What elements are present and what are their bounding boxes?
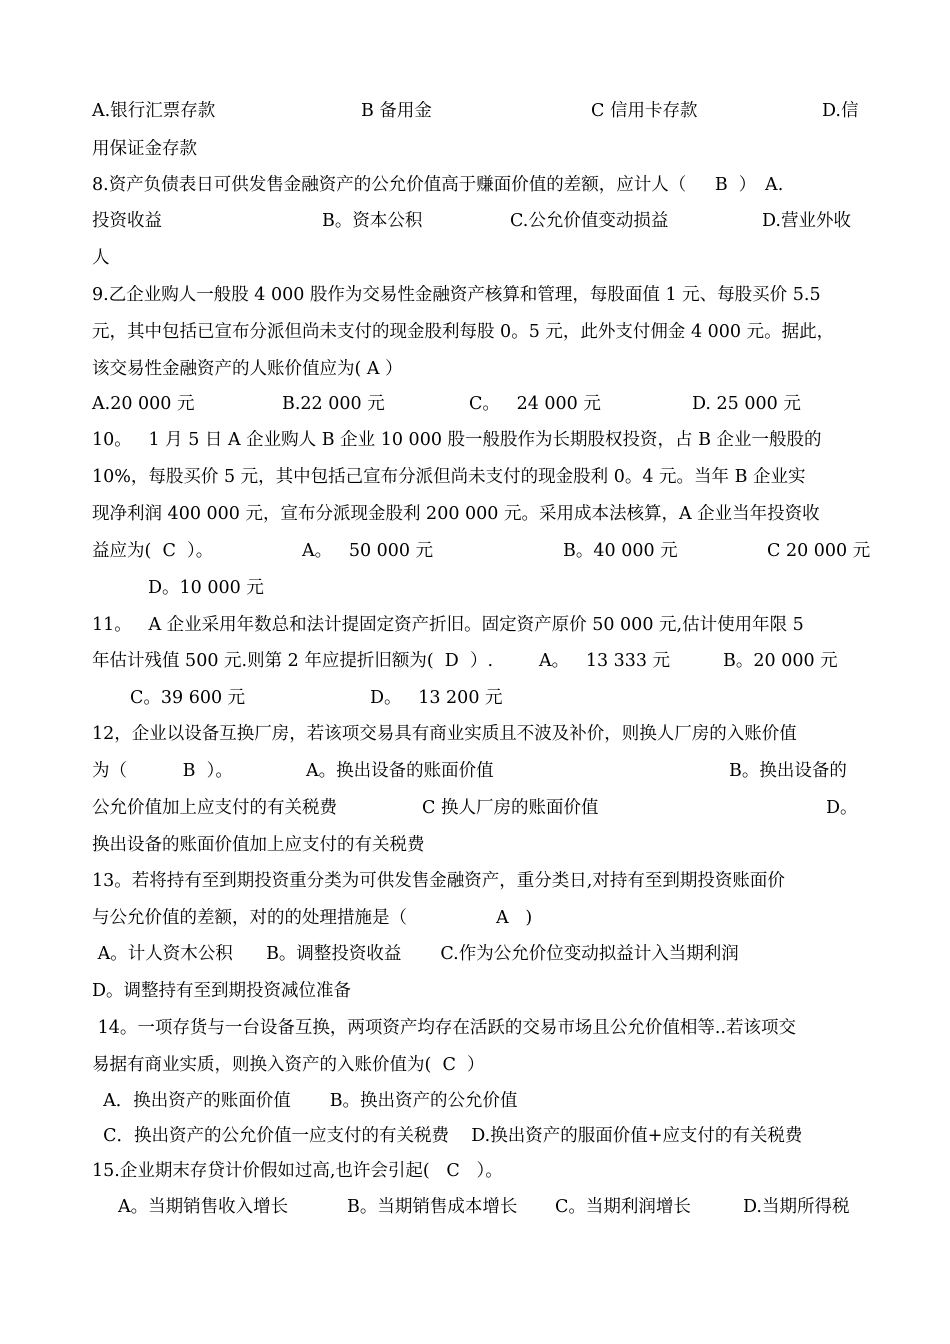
q14-options-row1: A．换出资产的账面价值 B。换出资产的公允价值 xyxy=(92,1091,518,1111)
q12-option-c: C 换人厂房的账面价值 xyxy=(422,798,599,818)
q10-option-d: D。10 000 元 xyxy=(148,578,264,598)
q15-stem: 15.企业期末存贷计价假如过高,也许会引起( C ）。 xyxy=(92,1161,503,1181)
q15-option-b: B。当期销售成本增长 xyxy=(347,1197,518,1217)
q7-option-d: D.信 xyxy=(822,101,859,121)
q9-stem-line2: 元，其中包括已宣布分派但尚未支付的现金股利每股 0。5 元，此外支付佣金 4 000 元。据此， xyxy=(92,322,835,342)
q13-option-d: D。调整持有至到期投资减位准备 xyxy=(92,981,352,1001)
q10-option-c: C 20 000 元 xyxy=(767,541,871,561)
q11-stem-line1: 11。 A 企业采用年数总和法计提固定资产折旧。固定资产原价 50 000 元,估计使用年限 5 xyxy=(92,615,804,635)
q10-stem-line1: 10。 1 月 5 日 A 企业购人 B 企业 10 000 股一般股作为长期股权投资，占 B 企业一般股的 xyxy=(92,430,822,450)
q8-option-d: D.营业外收 xyxy=(762,211,851,231)
q11-option-c: C。39 600 元 xyxy=(130,688,246,708)
q9-stem-line1: 9.乙企业购人一般股 4 000 股作为交易性金融资产核算和管理，每股面值 1 元、每股买价 5.5 xyxy=(92,285,821,305)
q15-option-a: A。当期销售收入增长 xyxy=(118,1197,289,1217)
q8-option-b: B。资本公积 xyxy=(322,211,423,231)
q11-option-d: D。 13 200 元 xyxy=(370,688,503,708)
q11-stem-line2: 年估计残值 500 元.则第 2 年应提折旧额为( D ）. xyxy=(92,651,494,671)
q8-option-a: 投资收益 xyxy=(92,211,162,231)
q8-option-d-continued: 人 xyxy=(92,248,110,268)
q7-option-c: C 信用卡存款 xyxy=(591,101,698,121)
q14-stem-line1: 14。一项存货与一台设备互换，两项资产均存在活跃的交易市场且公允价值相等..若该项交 xyxy=(92,1018,796,1038)
q12-option-d-continued: 换出设备的账面价值加上应支付的有关税费 xyxy=(92,835,425,855)
q7-option-a: A.银行汇票存款 xyxy=(92,101,216,121)
q9-stem-line3: 该交易性金融资产的人账价值应为( A ） xyxy=(92,359,403,379)
q9-option-d: D. 25 000 元 xyxy=(692,394,801,414)
q12-stem-line1: 12，企业以设备互换厂房，若该项交易具有商业实质且不波及补价，则换人厂房的入账价值 xyxy=(92,724,797,744)
q8-option-c: C.公允价值变动损益 xyxy=(510,211,669,231)
q10-stem-line2: 10%，每股买价 5 元，其中包括己宣布分派但尚未支付的现金股利 0。4 元。当年 B 企业实 xyxy=(92,467,806,487)
q14-options-row2: C．换出资产的公允价值一应支付的有关税费 D.换出资产的服面价值+应支付的有关税费 xyxy=(92,1126,803,1146)
q13-stem-line1: 13。若将持有至到期投资重分类为可供发售金融资产，重分类日,对持有至到期投资账面价 xyxy=(92,871,785,891)
q9-option-b: B.22 000 元 xyxy=(282,394,385,414)
q9-option-a: A.20 000 元 xyxy=(92,394,195,414)
q9-option-c: C。 24 000 元 xyxy=(469,394,601,414)
q11-option-a: A。 13 333 元 xyxy=(539,651,671,671)
q15-option-c: C。当期利润增长 xyxy=(555,1197,691,1217)
q14-stem-line2: 易据有商业实质，则换入资产的入账价值为( C ） xyxy=(92,1055,485,1075)
q10-option-b: B。40 000 元 xyxy=(563,541,678,561)
q11-option-b: B。20 000 元 xyxy=(723,651,838,671)
q10-answer-prompt: 益应为( C ）。 xyxy=(92,541,214,561)
q10-option-a: A。 50 000 元 xyxy=(302,541,434,561)
q12-option-a: A。换出设备的账面价值 xyxy=(306,761,494,781)
q13-options-row: A。计人资木公积 B。调整投资收益 C.作为公允价位变动拟益计入当期利润 xyxy=(92,944,739,964)
q7-option-b: B 备用金 xyxy=(361,101,432,121)
q12-option-b-continued: 公允价值加上应支付的有关税费 xyxy=(92,798,337,818)
q12-option-d: D。 xyxy=(826,798,858,818)
q15-option-d: D.当期所得税 xyxy=(743,1197,850,1217)
q13-stem-line2: 与公允价值的差额，对的的处理措施是（ A ) xyxy=(92,908,533,928)
q8-stem: 8.资产负债表日可供发售金融资产的公允价值高于赚面价值的差额，应计人（ B ） A. xyxy=(92,175,784,195)
q7-option-d-continued: 用保证金存款 xyxy=(92,139,197,159)
q12-option-b: B。换出设备的 xyxy=(729,761,847,781)
q10-stem-line3: 现净利润 400 000 元，宣布分派现金股利 200 000 元。采用成本法核算，A 企业当年投资收 xyxy=(92,504,820,524)
q12-answer-prompt: 为（ B ）。 xyxy=(92,761,233,781)
